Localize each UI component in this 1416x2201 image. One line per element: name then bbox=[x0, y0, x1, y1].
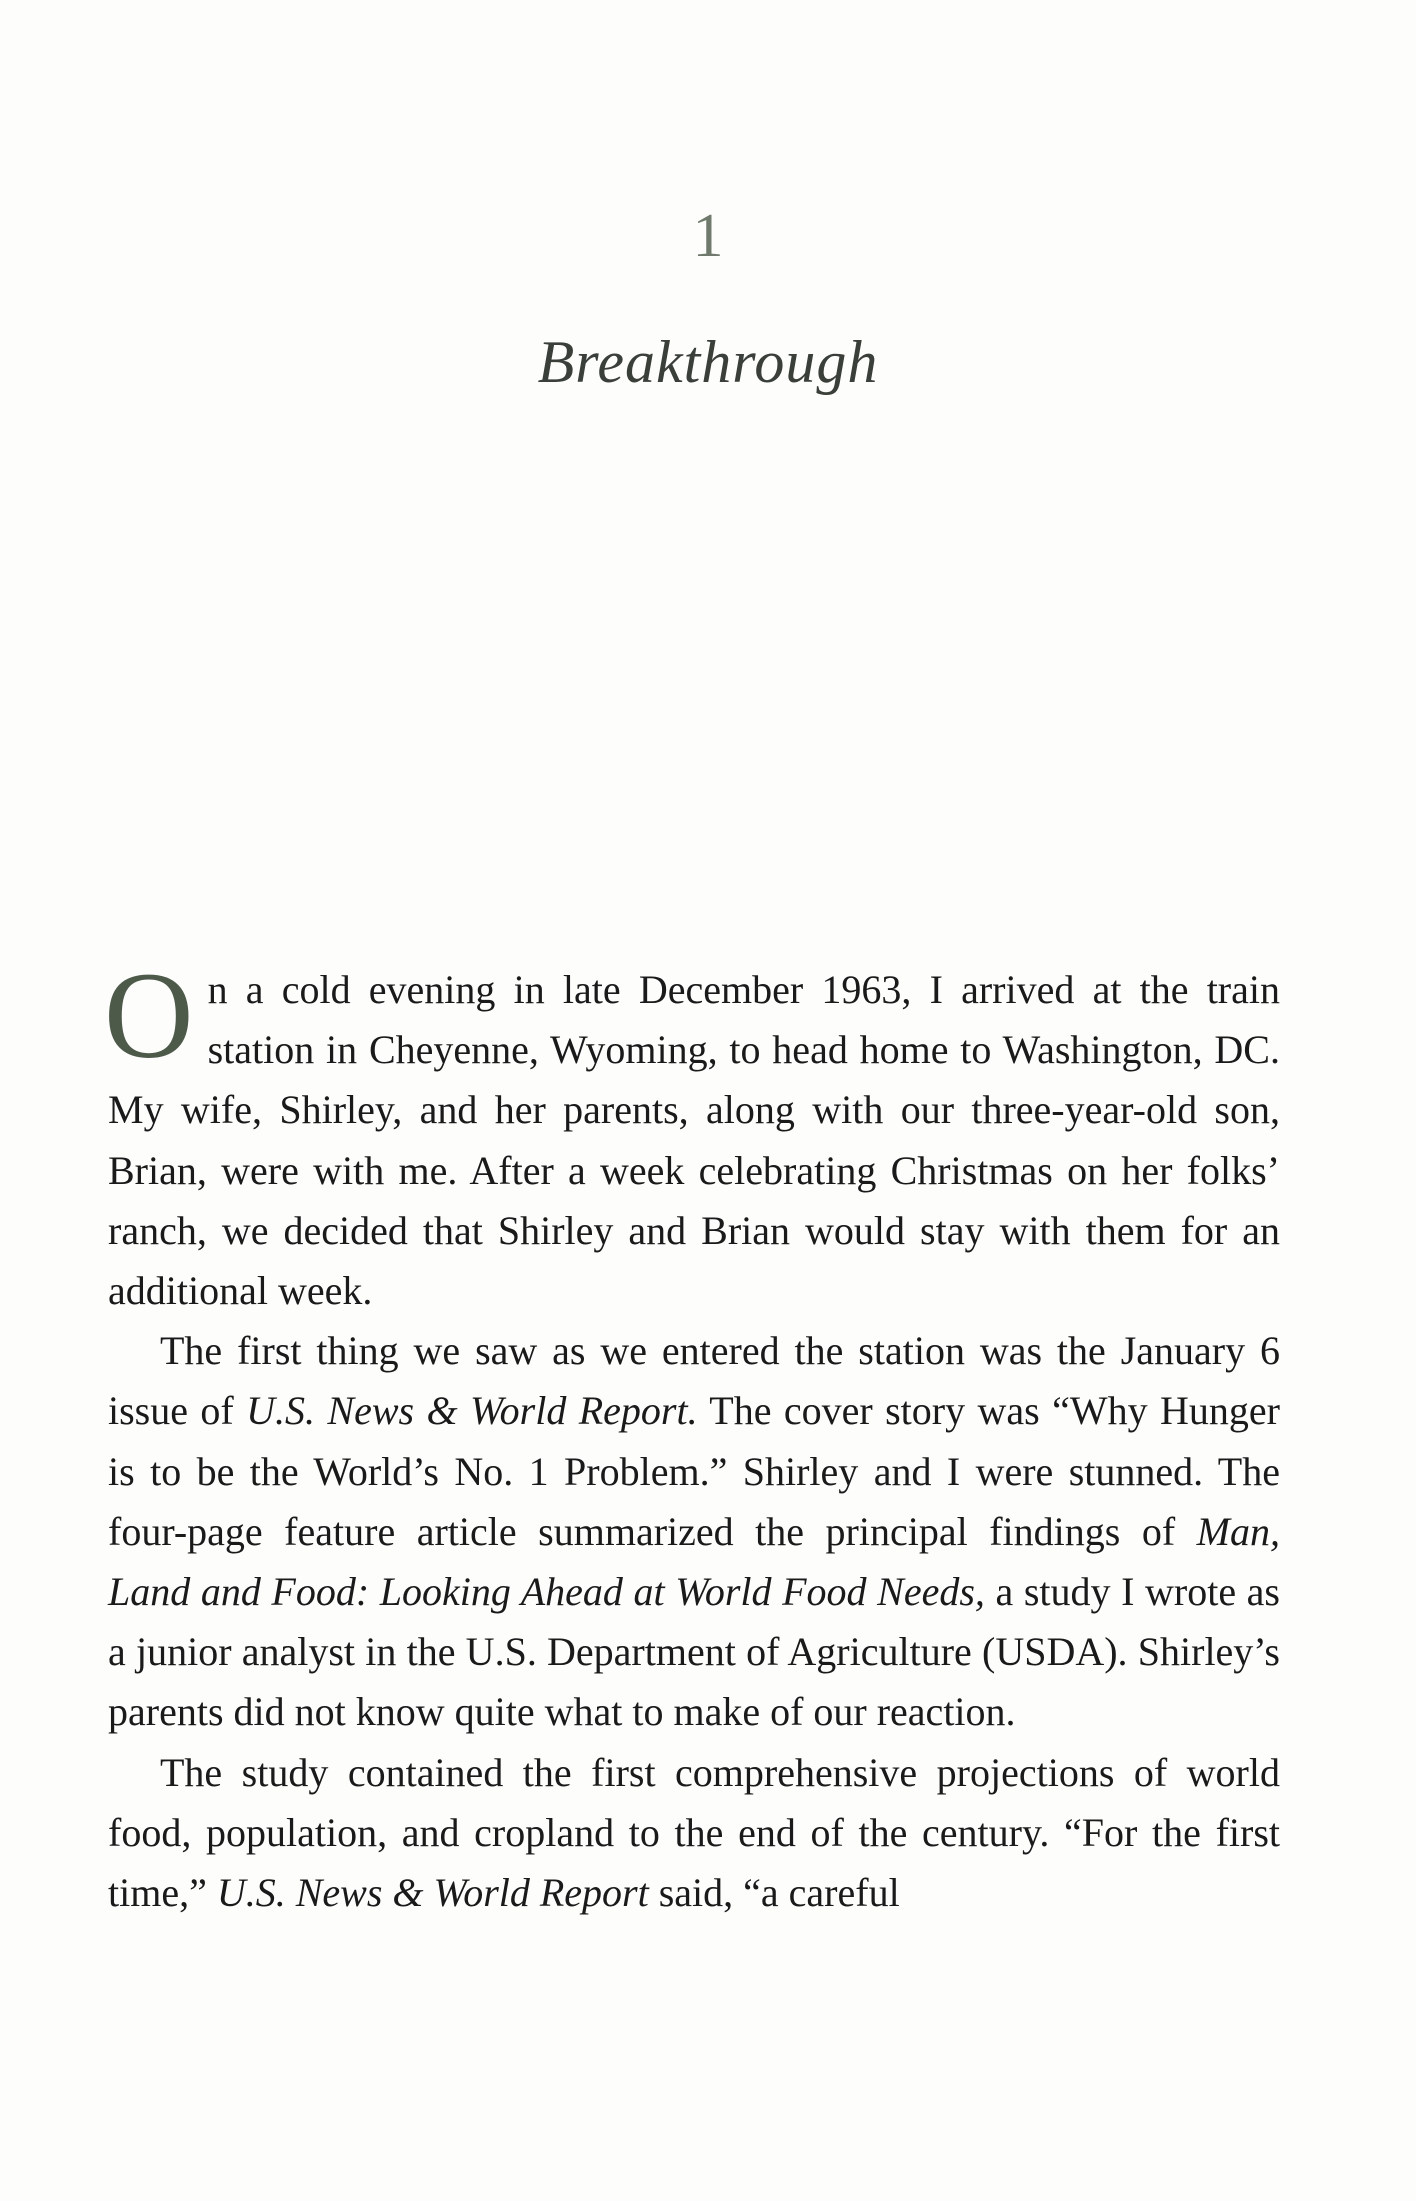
paragraph-3-seg1: The study contained the first comprehensive projections of world food, population, and cropland to the end of the century. “For the first time,” bbox=[108, 1749, 1280, 1916]
publication-title: U.S. News & World Report. bbox=[246, 1388, 698, 1434]
paragraph-2-seg1: The first thing we saw as we entered the station was the January 6 issue of bbox=[108, 1328, 1280, 1434]
paragraph-2 bbox=[108, 1321, 1280, 1742]
paragraph-3 bbox=[108, 1743, 1280, 1924]
drop-cap: O bbox=[104, 947, 194, 1084]
paragraph-2-seg2: The cover story was “Why Hunger is to be the World’s No. 1 Problem.” Shirley and I were stunned. The four-page feature article summarized the principal findings of bbox=[108, 1388, 1280, 1554]
paragraph-1 bbox=[104, 947, 1280, 1321]
study-title: Man, Land and Food: Looking Ahead at World Food Needs, bbox=[108, 1508, 1280, 1615]
paragraph-2-seg3: a study I wrote as a junior analyst in the U.S. Department of Agriculture (USDA). Shirley’s parents did not know quite what to make of our reaction. bbox=[108, 1569, 1280, 1735]
paragraph-1-text: n a cold evening in late December 1963, I arrived at the train station in Cheyenne, Wyoming, to head home to Washington, DC. My wife, Shirley, and her parents, along with our three-year-old son, Brian, were with me. After a week celebrating Christmas on her folks’ ranch, we decided that Shirley and Brian would stay with them for an additional week. bbox=[108, 967, 1280, 1314]
chapter-title: Breakthrough bbox=[537, 329, 879, 395]
chapter-number: 1 bbox=[692, 202, 724, 270]
paragraph-3-seg2: said, “a careful bbox=[648, 1870, 900, 1916]
chapter-body bbox=[104, 947, 1280, 1923]
publication-title-2: U.S. News & World Report bbox=[216, 1870, 649, 1916]
